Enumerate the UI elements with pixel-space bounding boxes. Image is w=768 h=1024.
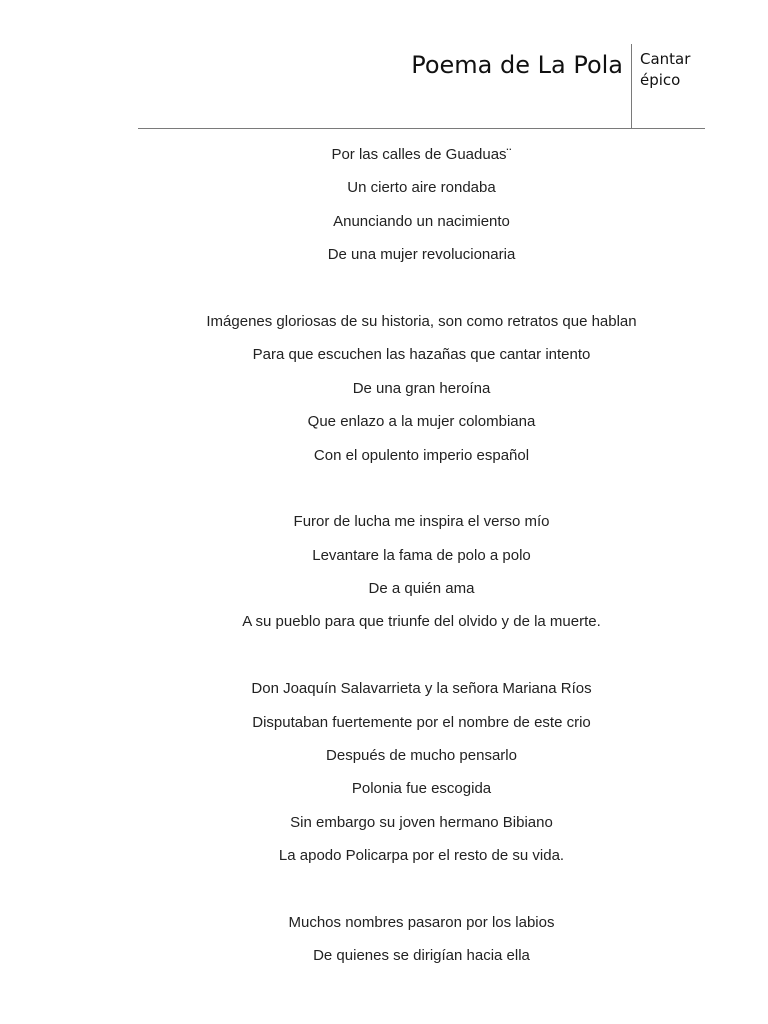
- stanza-4: [138, 675, 705, 875]
- poem-line: Levantare la fama de polo a polo: [312, 546, 531, 564]
- document-header: [138, 0, 705, 129]
- poem-line: Imágenes gloriosas de su historia, son como retratos que hablan: [206, 312, 637, 330]
- poem-line: De una mujer revolucionaria: [327, 246, 516, 264]
- poem-line: Disputaban fuertemente por el nombre de este crio: [252, 713, 591, 731]
- stanza-1: [138, 141, 705, 275]
- page-subtitle: Cantar épico: [640, 50, 691, 89]
- poem-body: [138, 141, 705, 1009]
- poem-line: A su pueblo para que triunfe del olvido y de la muerte.: [242, 613, 601, 631]
- poem-line: Don Joaquín Salavarrieta y la señora Mariana Ríos: [251, 680, 592, 698]
- poem-line: Para que escuchen las hazañas que cantar intento: [252, 346, 591, 364]
- poem-line: De a quién ama: [368, 580, 475, 598]
- poem-line: Por las calles de Guaduas¨: [331, 146, 512, 163]
- poem-line: De una gran heroína: [352, 379, 491, 397]
- stanza-3: [138, 508, 705, 642]
- poem-line: Después de mucho pensarlo: [326, 747, 517, 765]
- poem-line: Con el opulento imperio español: [313, 446, 530, 464]
- poem-line: Un cierto aire rondaba: [347, 179, 496, 197]
- stanza-2: [138, 308, 705, 475]
- stanza-5: [138, 909, 705, 976]
- poem-line: Que enlazo a la mujer colombiana: [307, 413, 536, 431]
- poem-line: Anunciando un nacimiento: [333, 212, 510, 230]
- poem-line: Sin embargo su joven hermano Bibiano: [290, 813, 553, 831]
- poem-line: De quienes se dirigían hacia ella: [313, 947, 530, 965]
- poem-line: Muchos nombres pasaron por los labios: [288, 913, 555, 931]
- poem-line: Polonia fue escogida: [351, 780, 492, 798]
- poem-line: Furor de lucha me inspira el verso mío: [293, 513, 550, 531]
- poem-line: La apodo Policarpa por el resto de su vida.: [278, 847, 565, 865]
- header-divider: [631, 44, 632, 128]
- page-title: Poema de La Pola: [411, 51, 623, 79]
